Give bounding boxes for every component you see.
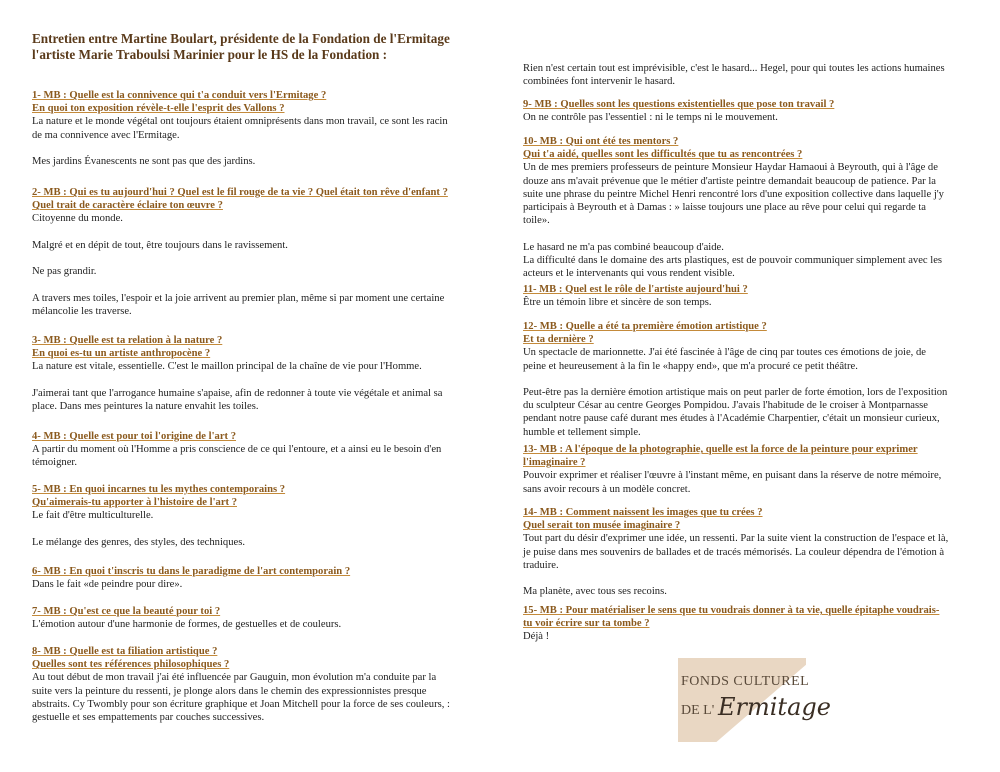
answer-line: témoigner. [32, 457, 78, 469]
answer-line: Au tout début de mon travail j'ai été influencée par Gauguin, mon évolution m'a conduite par la [32, 672, 437, 684]
title-line: Entretien entre Martine Boulart, présidente de la Fondation de l'Ermitage [32, 31, 450, 46]
question-4 [32, 430, 494, 470]
question-9 [523, 98, 963, 124]
answer-line: suite une phrase du peintre Michel Henri rencontré lors d'une exposition collective dans laquelle j'y [523, 188, 944, 200]
question-12 [523, 320, 963, 439]
question-line: 2- MB : Qui es tu aujourd'hui ? Quel est le fil rouge de ta vie ? Quel était ton rêve d'enfant ? [32, 187, 448, 198]
answer-line: Le mélange des genres, des styles, des techniques. [32, 536, 245, 548]
answer-line: participais à Beyrouth et à Damas : » laisse toujours une place au rêve pour celui qui regarde ta [523, 202, 927, 214]
question-line: 1- MB : Quelle est la connivence qui t'a conduit vers l'Ermitage ? [32, 90, 327, 101]
question-2 [32, 186, 494, 318]
answer-line: humble et tellement simple. [523, 426, 641, 438]
question-7 [32, 605, 494, 631]
question-line: Qu'aimerais-tu apporter à l'histoire de l'art ? [32, 497, 237, 509]
question-line: 10- MB : Qui ont été tes mentors ? [523, 136, 679, 147]
answer-line: gestuelle et ses empattements par couches successives. [32, 712, 265, 724]
question-line: tu voir écrire sur ta tombe ? [523, 618, 650, 630]
answer-line: suite vers la peinture du ressenti, je plonge alors dans le chemin des expressionnistes presque [32, 685, 427, 697]
logo-line-1: FONDS CULTUREL [681, 674, 810, 689]
question-line: Quelles sont tes références philosophiques ? [32, 659, 230, 671]
answer-line: Être un témoin libre et sincère de son temps. [523, 297, 712, 309]
question-line: En quoi es-tu un artiste anthropocène ? [32, 348, 211, 360]
answer-line: du sculpteur César au centre Georges Pompidou. J'avais l'habitude de le croiser à Montparnasse [523, 400, 928, 412]
answer-line: La nature est vitale, essentielle. C'est le maillon principal de la chaîne de vie pour l'Homme. [32, 361, 422, 373]
answer-line: J'aimerai tant que l'arrogance humaine s'apaise, afin de redonner à toute vie végétale et animal sa [32, 387, 443, 399]
answer-line: abstraits. Cy Twombly pour son écriture graphique et Joan Mitchell pour la force de ses couleurs, : [32, 698, 450, 710]
question-line: 9- MB : Quelles sont les questions existentielles que pose ton travail ? [523, 99, 835, 110]
question-5 [32, 483, 494, 549]
question-1 [32, 89, 494, 168]
answer-line: Citoyenne du monde. [32, 213, 123, 225]
question-line: 14- MB : Comment naissent les images que tu crées ? [523, 507, 763, 518]
question-13 [523, 443, 963, 496]
answer-line: Déjà ! [523, 631, 550, 643]
answer-line: Pouvoir exprimer et réaliser l'œuvre à l'instant même, en puisant dans la réserve de notre mémoire, [523, 470, 942, 482]
answer-line: douze ans m'avait prévenue que le métier d'artiste peintre demandait beaucoup de patience. Par la [523, 175, 936, 187]
question-line: 13- MB : A l'époque de la photographie, quelle est la force de la peinture pour exprimer [523, 444, 918, 455]
question-line: Quel serait ton musée imaginaire ? [523, 520, 681, 532]
question-14 [523, 506, 963, 598]
question-line: l'imaginaire ? [523, 457, 586, 469]
page-title [32, 31, 502, 63]
answer-line: combinées font intervenir le hasard. [523, 76, 676, 88]
answer-line: place. Dans mes peintures la nature envahit les toiles. [32, 401, 259, 413]
question-line: 11- MB : Quel est le rôle de l'artiste aujourd'hui ? [523, 284, 748, 295]
answer-line: Un de mes premiers professeurs de peinture Monsieur Haydar Hamaoui à Beyrouth, qui à l'âge de [523, 162, 938, 174]
question-line: 5- MB : En quoi incarnes tu les mythes contemporains ? [32, 484, 286, 495]
answer-line: sans avoir recours à un modèle concret. [523, 483, 691, 495]
question-line: 8- MB : Quelle est ta filiation artistique ? [32, 646, 218, 657]
answer-line: L'émotion autour d'une harmonie de formes, de gestuelles et de couleurs. [32, 619, 342, 631]
question-3 [32, 334, 494, 413]
answer-line: Peut-être pas la dernière émotion artistique mais on peut parler de forte émotion, lors de l'exposition [523, 387, 948, 399]
question-line: En quoi ton exposition révèle-t-elle l'esprit des Vallons ? [32, 103, 285, 115]
answer-line: La nature et le monde végétal ont toujours étaient omniprésents dans mon travail, ce sont les racin [32, 116, 448, 128]
question-8 [32, 645, 494, 724]
answer-line: Ma planète, avec tous ses recoins. [523, 586, 667, 598]
question-line: Quel trait de caractère éclaire ton œuvre ? [32, 200, 223, 212]
question-15 [523, 604, 963, 644]
question-line: 15- MB : Pour matérialiser le sens que tu voudrais donner à ta vie, quelle épitaphe voudrais- [523, 605, 940, 616]
logo-line-2: DE L' [681, 703, 715, 718]
answer-line [32, 142, 494, 155]
answer-line: Tout part du désir d'exprimer une idée, un ressenti. Par la suite vient la construction de l'espace et là, [523, 533, 949, 545]
answer-line: pendant notre pause café durant mes études à l'Académie Charpentier, c'était un monsieur curieux, [523, 413, 940, 425]
answer-line: Le fait d'être multiculturelle. [32, 510, 154, 522]
question-line: Et ta dernière ? [523, 334, 594, 346]
answer-8-continued [523, 62, 963, 88]
answer-line: Un spectacle de marionnette. J'ai été fascinée à l'âge de cinq par toutes ces émotions de joie, de [523, 347, 926, 359]
question-line: 3- MB : Quelle est ta relation à la nature ? [32, 335, 223, 346]
answer-line: acteurs et le intervenants qui vous rendent visible. [523, 268, 735, 280]
answer-line: peine et heureusement à la fin le «happy end», que m'a procuré ce petit théâtre. [523, 360, 858, 372]
answer-line: A partir du moment où l'Homme a pris conscience de ce qui l'entoure, et a ainsi eu le besoin d'en [32, 444, 442, 456]
question-line: 12- MB : Quelle a été ta première émotion artistique ? [523, 321, 767, 332]
answer-line: Ne pas grandir. [32, 266, 97, 278]
answer-line: Dans le fait «de peindre pour dire». [32, 579, 183, 591]
answer-line: traduire. [523, 559, 559, 571]
title-line: l'artiste Marie Traboulsi Marinier pour le HS de la Fondation : [32, 47, 388, 62]
logo-line-3: Ermitage [718, 693, 831, 721]
answer-line: Rien n'est certain tout est imprévisible, c'est le hasard... Hegel, pour qui toutes les actions humaines [523, 63, 945, 74]
answer-line: Le hasard ne m'a pas combiné beaucoup d'aide. [523, 241, 724, 253]
question-line: Qui t'a aidé, quelles sont les difficultés que tu as rencontrées ? [523, 149, 803, 161]
answer-line: Mes jardins Évanescents ne sont pas que des jardins. [32, 156, 256, 168]
answer-line: toile». [523, 215, 550, 227]
answer-line: Malgré et en dépit de tout, être toujours dans le ravissement. [32, 239, 288, 251]
answer-line: mélancolie les traverse. [32, 305, 132, 317]
question-11 [523, 283, 963, 309]
answer-line: de ma connivence avec l'Ermitage. [32, 129, 180, 141]
question-6 [32, 565, 494, 591]
answer-line: A travers mes toiles, l'espoir et la joie arrivent au premier plan, même si par moment une certaine [32, 292, 445, 304]
answer-line: La difficulté dans le domaine des arts plastiques, est de pouvoir communiquer simplement avec les [523, 254, 943, 266]
question-line: 6- MB : En quoi t'inscris tu dans le paradigme de l'art contemporain ? [32, 566, 351, 577]
question-line: 7- MB : Qu'est ce que la beauté pour toi ? [32, 606, 221, 617]
answer-line: je puise dans mes souvenirs de ballades et de tracés mémorisés. La couleur dépendra de l'émotion à [523, 546, 945, 558]
answer-line: On ne contrôle pas l'essentiel : ni le temps ni le mouvement. [523, 112, 778, 124]
question-line: 4- MB : Quelle est pour toi l'origine de l'art ? [32, 431, 237, 442]
question-10 [523, 135, 963, 280]
